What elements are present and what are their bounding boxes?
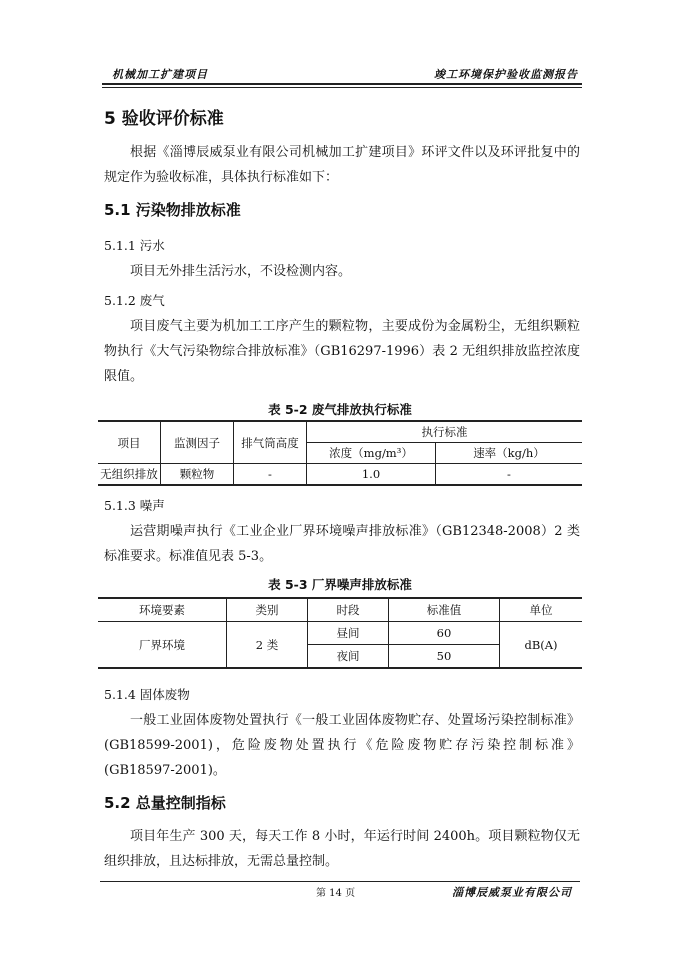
section-5-1-title: 5.1 污染物排放标准	[104, 201, 241, 219]
table-5-2-caption: 表 5-2 废气排放执行标准	[268, 402, 412, 417]
section-5-intro: 根据《淄博辰威泵业有限公司机械加工扩建项目》环评文件以及环评批复中的规定作为验收标准，具体执行标准如下：	[104, 145, 580, 185]
section-5-1-3-title: 5.1.3 噪声	[104, 498, 165, 513]
section-5-2-text: 项目年生产 300 天，每天工作 8 小时，年运行时间 2400h。项目颗粒物仅无组织排放，且达标排放，无需总量控制。	[104, 829, 580, 869]
table-5-3-header-element: 环境要素	[98, 598, 227, 622]
section-5-1-4-title: 5.1.4 固体废物	[104, 687, 190, 702]
footer-page-number: 第 14 页	[316, 888, 356, 899]
table-5-3-header-unit: 单位	[500, 598, 583, 622]
section-5-1-3-text: 运营期噪声执行《工业企业厂界环境噪声排放标准》（GB12348-2008）2 类标准要求。标准值见表 5-3。	[104, 524, 580, 564]
section-5-1-4-text: 一般工业固体废物处置执行《一般工业固体废物贮存、处置场污染控制标准》(GB18599-2001)，危险废物处置执行《危险废物贮存污染控制标准》(GB18597-2001)。	[104, 713, 580, 778]
section-5-1-1-title: 5.1.1 污水	[104, 238, 165, 253]
table-5-2-cell-item: 无组织排放	[98, 464, 161, 486]
table-5-3-caption: 表 5-3 厂界噪声排放标准	[268, 577, 412, 592]
table-5-3-cell-value-night: 50	[389, 645, 500, 669]
table-5-3-cell-category: 2 类	[227, 622, 308, 669]
table-5-2-header-height: 排气筒高度	[234, 421, 307, 464]
table-5-3-cell-unit: dB(A)	[500, 622, 583, 669]
table-5-3-cell-period-day: 昼间	[308, 622, 389, 645]
section-5-title: 5 验收评价标准	[104, 109, 224, 129]
table-5-2	[98, 420, 582, 486]
header-project-name: 机械加工扩建项目	[112, 68, 208, 81]
header-divider	[102, 83, 582, 88]
section-5-1-1-text: 项目无外排生活污水，不设检测内容。	[130, 264, 352, 279]
table-5-3	[98, 597, 582, 669]
table-5-3-cell-period-night: 夜间	[308, 645, 389, 669]
section-5-1-2-text: 项目废气主要为机加工工序产生的颗粒物，主要成份为金属粉尘，无组织颗粒物执行《大气污染物综合排放标准》（GB16297-1996）表 2 无组织排放监控浓度限值。	[104, 319, 580, 384]
table-5-2-cell-factor: 颗粒物	[161, 464, 234, 486]
table-5-3-cell-value-day: 60	[389, 622, 500, 645]
table-5-2-header-item: 项目	[98, 421, 161, 464]
table-5-3-header-value: 标准值	[389, 598, 500, 622]
table-5-2-header-rate: 速率（kg/h）	[436, 443, 583, 464]
section-5-2-title: 5.2 总量控制指标	[104, 794, 226, 812]
table-5-2-header-concentration: 浓度（mg/m³）	[307, 443, 436, 464]
table-5-2-cell-rate: -	[436, 464, 583, 486]
table-5-3-header-period: 时段	[308, 598, 389, 622]
section-5-1-2-title: 5.1.2 废气	[104, 293, 165, 308]
header-report-name: 竣工环境保护验收监测报告	[434, 68, 578, 81]
table-5-2-header-factor: 监测因子	[161, 421, 234, 464]
table-5-2-header-standard: 执行标准	[307, 421, 583, 443]
footer-divider	[100, 881, 580, 882]
table-5-3-header-category: 类别	[227, 598, 308, 622]
footer-company-name: 淄博辰威泵业有限公司	[452, 886, 572, 899]
table-row	[98, 622, 582, 645]
table-5-3-cell-element: 厂界环境	[98, 622, 227, 669]
table-5-2-cell-concentration: 1.0	[307, 464, 436, 486]
table-5-2-cell-height: -	[234, 464, 307, 486]
table-row	[98, 464, 582, 486]
